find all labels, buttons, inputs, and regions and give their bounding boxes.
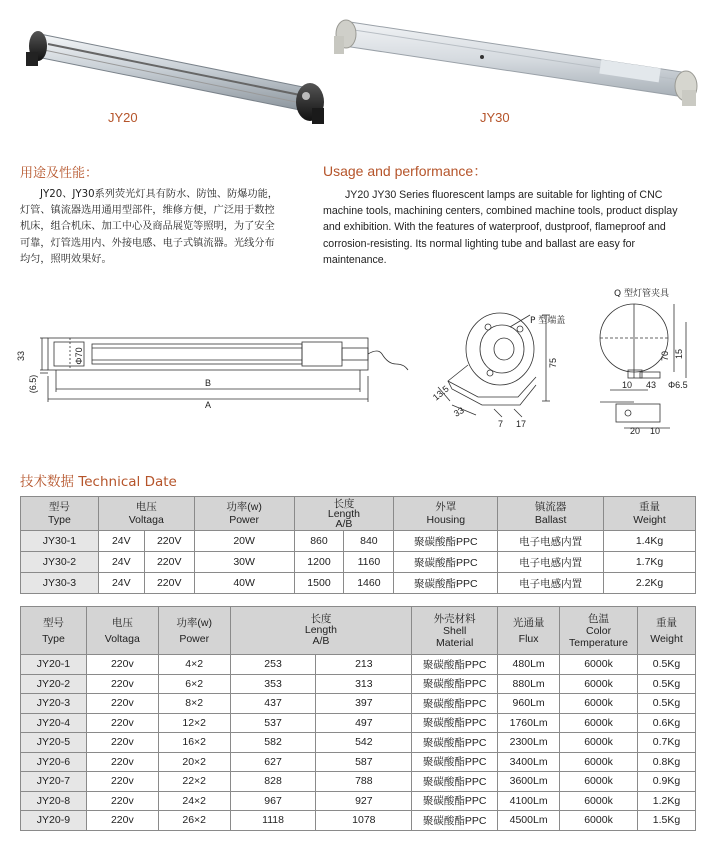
usage-cn-line: JY20、JY30系列荧光灯具有防水、防蚀、防爆功能，: [40, 189, 278, 200]
cell-length-b: 497: [316, 713, 412, 733]
cell-length-a: 537: [230, 713, 316, 733]
cell-flux: 4100Lm: [498, 791, 560, 811]
cell-shell: 聚碳酸酯PPC: [412, 694, 498, 714]
usage-en-line: maintenance.: [323, 253, 387, 266]
cell-length-a: 1500: [294, 573, 344, 594]
usage-en-title: Usage and performance：: [323, 163, 488, 179]
header-type: 型号 Type: [21, 497, 99, 531]
cell-power: 20W: [194, 531, 294, 552]
lamp-dimension-drawing: [10, 318, 420, 418]
cell-voltage: 220v: [86, 811, 158, 831]
cell-voltage-2: 220V: [144, 531, 194, 552]
cell-weight: 0.5Kg: [638, 674, 696, 694]
cell-voltage: 220v: [86, 713, 158, 733]
cell-ballast: 电子电感内置: [498, 552, 604, 573]
cell-weight: 0.5Kg: [638, 655, 696, 675]
usage-cn-line: 均匀，照明效果好。: [20, 253, 112, 265]
table-row: [21, 713, 696, 733]
header-voltage: 电压 Voltaga: [98, 497, 194, 531]
cell-color-temp: 6000k: [560, 655, 638, 675]
usage-en-line: and exhibition. With the features of waterproof, dustproof, flameproof and: [323, 221, 666, 234]
cell-color-temp: 6000k: [560, 713, 638, 733]
cell-shell: 聚碳酸酯PPC: [412, 713, 498, 733]
cell-length-b: 1160: [344, 552, 394, 573]
cell-voltage-1: 24V: [98, 552, 144, 573]
table-row: [21, 733, 696, 753]
cell-type: JY20-7: [21, 772, 87, 792]
jy20-lamp-photo: [18, 18, 330, 130]
cell-length-a: 253: [230, 655, 316, 675]
cell-weight: 1.7Kg: [604, 552, 696, 573]
cell-flux: 880Lm: [498, 674, 560, 694]
usage-en-line: corrosion-resisting. Its normal lighting tube and ballast are easy for: [323, 237, 636, 250]
cell-power: 40W: [194, 573, 294, 594]
cell-weight: 2.2Kg: [604, 573, 696, 594]
header-length: 长度 Length A/B: [230, 607, 412, 655]
cell-ballast: 电子电感内置: [498, 573, 604, 594]
p-cap-dim-13-5: 13.5: [430, 383, 451, 403]
cell-power: 6×2: [158, 674, 230, 694]
cell-power: 20×2: [158, 752, 230, 772]
cell-length-a: 828: [230, 772, 316, 792]
cell-length-b: 1078: [316, 811, 412, 831]
table-row: [21, 811, 696, 831]
table-row: [21, 573, 696, 594]
cell-weight: 1.5Kg: [638, 811, 696, 831]
cell-length-b: 927: [316, 791, 412, 811]
cell-shell: 聚碳酸酯PPC: [412, 791, 498, 811]
dim-6-5: (6.5): [28, 374, 38, 394]
q-clip-drawing: [588, 282, 712, 442]
header-voltage: 电压 Voltaga: [86, 607, 158, 655]
p-cap-dim-75: 75: [548, 357, 558, 369]
cell-shell: 聚碳酸酯PPC: [412, 655, 498, 675]
header-length: 长度 Length A/B: [294, 497, 394, 531]
q-clip-title: Q 型灯管夹具: [614, 289, 669, 299]
q-clip-dim-70: 70: [660, 350, 670, 362]
cell-type: JY20-6: [21, 752, 87, 772]
dim-b: B: [204, 378, 212, 388]
cell-voltage: 220v: [86, 772, 158, 792]
table-row: [21, 655, 696, 675]
cell-length-b: 313: [316, 674, 412, 694]
cell-voltage: 220v: [86, 674, 158, 694]
cell-power: 12×2: [158, 713, 230, 733]
cell-power: 22×2: [158, 772, 230, 792]
usage-cn-line: 可靠，灯管选用内、外接电感、电子式镇流器。光线分布: [20, 237, 275, 249]
cell-housing: 聚碳酸酯PPC: [394, 552, 498, 573]
cell-weight: 1.4Kg: [604, 531, 696, 552]
cell-length-a: 860: [294, 531, 344, 552]
header-weight: 重量 Weight: [638, 607, 696, 655]
cell-voltage-2: 220V: [144, 573, 194, 594]
cell-voltage-1: 24V: [98, 573, 144, 594]
cell-flux: 960Lm: [498, 694, 560, 714]
cell-voltage: 220v: [86, 694, 158, 714]
cell-color-temp: 6000k: [560, 791, 638, 811]
cell-color-temp: 6000k: [560, 811, 638, 831]
cell-length-b: 587: [316, 752, 412, 772]
cell-power: 30W: [194, 552, 294, 573]
cell-housing: 聚碳酸酯PPC: [394, 573, 498, 594]
table-row: [21, 752, 696, 772]
cell-type: JY20-4: [21, 713, 87, 733]
header-ballast: 镇流器 Ballast: [498, 497, 604, 531]
header-flux: 光通量 Flux: [498, 607, 560, 655]
cell-type: JY30-2: [21, 552, 99, 573]
dim-33: 33: [16, 350, 26, 362]
cell-power: 26×2: [158, 811, 230, 831]
jy20-header-row: [21, 607, 696, 655]
cell-length-a: 967: [230, 791, 316, 811]
jy30-spec-table: [20, 496, 696, 594]
cell-power: 16×2: [158, 733, 230, 753]
cell-voltage-1: 24V: [98, 531, 144, 552]
cell-shell: 聚碳酸酯PPC: [412, 733, 498, 753]
jy30-header-row: [21, 497, 696, 531]
cell-length-b: 788: [316, 772, 412, 792]
cell-voltage: 220v: [86, 752, 158, 772]
cell-length-a: 582: [230, 733, 316, 753]
jy20-label: JY20: [108, 110, 138, 125]
cell-type: JY20-5: [21, 733, 87, 753]
cell-weight: 0.5Kg: [638, 694, 696, 714]
cell-flux: 1760Lm: [498, 713, 560, 733]
cell-type: JY20-3: [21, 694, 87, 714]
usage-cn-text: [20, 187, 310, 268]
table-row: [21, 694, 696, 714]
cell-color-temp: 6000k: [560, 752, 638, 772]
q-clip-dim-10b: 10: [650, 426, 661, 436]
header-type: 型号 Type: [21, 607, 87, 655]
cell-flux: 3400Lm: [498, 752, 560, 772]
usage-en-text: [323, 187, 703, 268]
cell-voltage: 220v: [86, 655, 158, 675]
cell-voltage: 220v: [86, 733, 158, 753]
p-cap-dim-33: 33: [452, 405, 466, 419]
cell-power: 4×2: [158, 655, 230, 675]
header-color-temp: 色温 Color Temperature: [560, 607, 638, 655]
technical-data-title: 技术数据 Technical Date: [20, 474, 177, 490]
cell-voltage: 220v: [86, 791, 158, 811]
cell-length-a: 627: [230, 752, 316, 772]
cell-length-a: 1200: [294, 552, 344, 573]
table-row: [21, 791, 696, 811]
p-cap-dim-17: 17: [516, 419, 527, 429]
cell-length-b: 1460: [344, 573, 394, 594]
cell-power: 24×2: [158, 791, 230, 811]
table-row: [21, 552, 696, 573]
cell-ballast: 电子电感内置: [498, 531, 604, 552]
table-row: [21, 531, 696, 552]
dim-a: A: [204, 400, 212, 410]
q-clip-dim-15: 15: [674, 348, 684, 360]
cell-shell: 聚碳酸酯PPC: [412, 674, 498, 694]
header-power: 功率(w) Power: [158, 607, 230, 655]
q-clip-dim-43: 43: [646, 380, 657, 390]
jy30-label: JY30: [480, 110, 510, 125]
header-weight: 重量 Weight: [604, 497, 696, 531]
table-row: [21, 674, 696, 694]
jy30-lamp-photo: [330, 12, 704, 112]
p-cap-drawing: [428, 305, 578, 435]
cell-power: 8×2: [158, 694, 230, 714]
cell-color-temp: 6000k: [560, 772, 638, 792]
cell-shell: 聚碳酸酯PPC: [412, 752, 498, 772]
header-power: 功率(w) Power: [194, 497, 294, 531]
cell-color-temp: 6000k: [560, 733, 638, 753]
usage-en-line: JY20 JY30 Series fluorescent lamps are suitable for lighting of CNC: [345, 189, 663, 201]
header-housing: 外罩 Housing: [394, 497, 498, 531]
cell-flux: 480Lm: [498, 655, 560, 675]
header-shell-material: 外壳材料 Shell Material: [412, 607, 498, 655]
cell-flux: 3600Lm: [498, 772, 560, 792]
cell-type: JY30-3: [21, 573, 99, 594]
cell-length-b: 213: [316, 655, 412, 675]
cell-color-temp: 6000k: [560, 694, 638, 714]
cell-type: JY20-9: [21, 811, 87, 831]
cell-weight: 1.2Kg: [638, 791, 696, 811]
jy20-spec-table: [20, 606, 696, 831]
cell-housing: 聚碳酸酯PPC: [394, 531, 498, 552]
usage-cn-line: 灯管、镇流器选用通用型部件，维修方便，广泛用于数控: [20, 205, 275, 217]
cell-length-a: 437: [230, 694, 316, 714]
cell-type: JY20-8: [21, 791, 87, 811]
usage-en-line: machine tools, machining centers, combined machine tools, product display: [323, 205, 678, 218]
usage-cn-line: 机床，组合机床、加工中心及商品展览等照明，为了安全: [20, 221, 275, 233]
q-clip-dim-20: 20: [630, 426, 641, 436]
cell-flux: 4500Lm: [498, 811, 560, 831]
usage-cn-title: 用途及性能：: [20, 166, 99, 181]
cell-weight: 0.7Kg: [638, 733, 696, 753]
cell-length-a: 353: [230, 674, 316, 694]
cell-color-temp: 6000k: [560, 674, 638, 694]
cell-type: JY30-1: [21, 531, 99, 552]
table-row: [21, 772, 696, 792]
cell-voltage-2: 220V: [144, 552, 194, 573]
p-cap-title: P 型端盖: [530, 316, 566, 326]
q-clip-dim-6-5: Φ6.5: [668, 380, 688, 390]
cell-length-b: 840: [344, 531, 394, 552]
p-cap-dim-7: 7: [498, 419, 504, 429]
cell-type: JY20-1: [21, 655, 87, 675]
cell-length-a: 1118: [230, 811, 316, 831]
cell-type: JY20-2: [21, 674, 87, 694]
cell-weight: 0.6Kg: [638, 713, 696, 733]
dim-d70: Φ70: [74, 347, 84, 365]
q-clip-dim-10a: 10: [622, 380, 633, 390]
cell-shell: 聚碳酸酯PPC: [412, 772, 498, 792]
cell-flux: 2300Lm: [498, 733, 560, 753]
cell-shell: 聚碳酸酯PPC: [412, 811, 498, 831]
cell-weight: 0.9Kg: [638, 772, 696, 792]
cell-weight: 0.8Kg: [638, 752, 696, 772]
cell-length-b: 542: [316, 733, 412, 753]
cell-length-b: 397: [316, 694, 412, 714]
